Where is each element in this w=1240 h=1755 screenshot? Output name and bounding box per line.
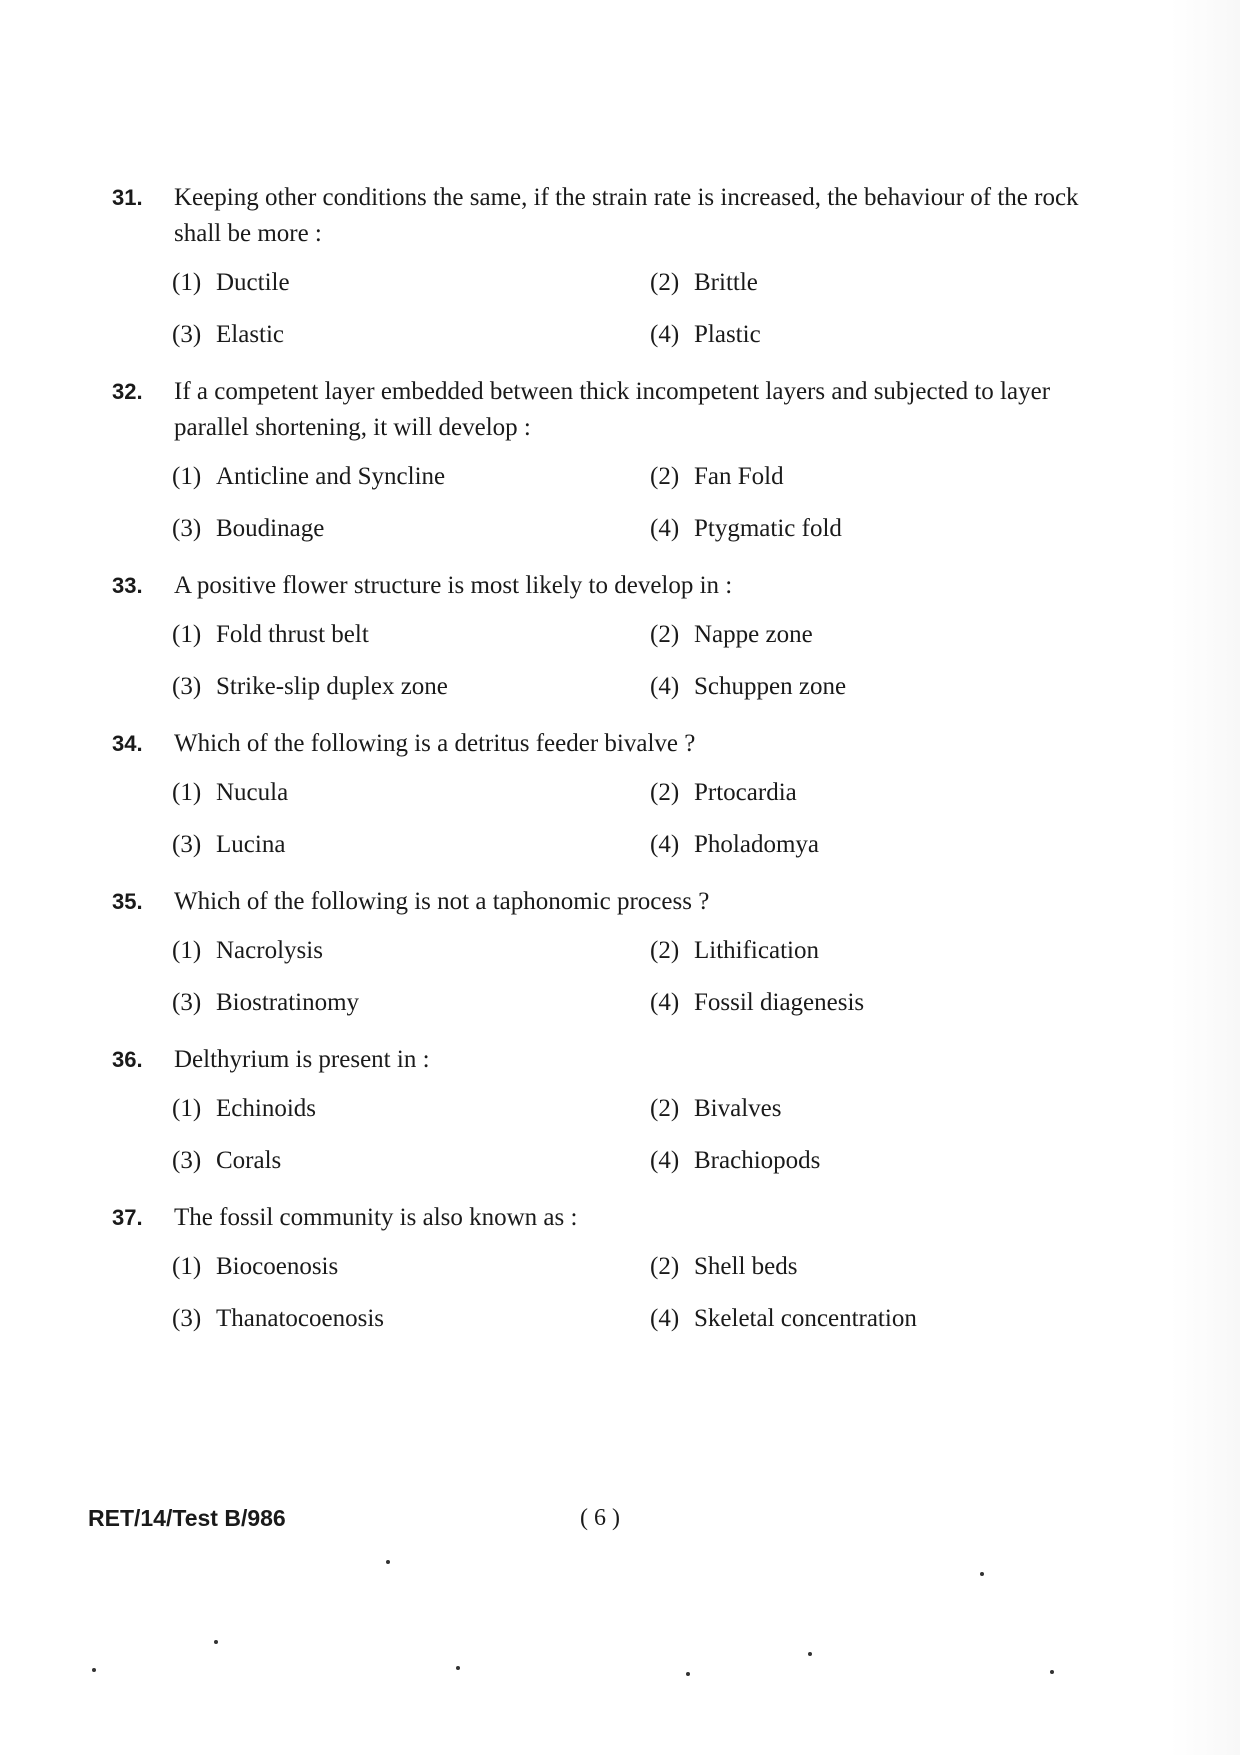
option-text: Biocoenosis (216, 1253, 339, 1280)
option-text: Ptygmatic fold (694, 515, 842, 542)
option-1 (172, 1250, 650, 1284)
option-grid (172, 460, 1130, 546)
option-number: (3) (172, 989, 202, 1016)
option-number: (4) (650, 831, 680, 858)
option-number: (2) (650, 621, 680, 648)
option-text: Fan Fold (694, 463, 784, 490)
question-number: 36. (112, 1047, 143, 1072)
option-4 (650, 1144, 1070, 1178)
scan-speck (980, 1572, 984, 1576)
option-text: Thanatocoenosis (216, 1305, 385, 1332)
option-text: Brachiopods (694, 1147, 821, 1174)
option-number: (4) (650, 1305, 680, 1332)
option-number: (2) (650, 779, 680, 806)
question-36 (110, 1042, 1130, 1178)
scan-speck (386, 1560, 390, 1564)
scan-speck (214, 1640, 218, 1644)
option-3 (172, 986, 650, 1020)
option-text: Lucina (216, 831, 286, 858)
option-text: Biostratinomy (216, 989, 360, 1016)
option-text: Skeletal concentration (694, 1305, 917, 1332)
question-number: 31. (112, 185, 143, 210)
option-4 (650, 1302, 1070, 1336)
option-number: (2) (650, 1095, 680, 1122)
option-number: (1) (172, 269, 202, 296)
option-text: Anticline and Syncline (216, 463, 446, 490)
option-grid (172, 934, 1130, 1020)
scan-edge-shadow (1170, 0, 1240, 1755)
option-text: Corals (216, 1147, 282, 1174)
question-text: The fossil community is also known as : (174, 1204, 578, 1231)
option-number: (4) (650, 989, 680, 1016)
page-footer (88, 1500, 1148, 1540)
option-4 (650, 670, 1070, 704)
option-text: Elastic (216, 321, 285, 348)
option-number: (4) (650, 1147, 680, 1174)
option-4 (650, 512, 1070, 546)
option-number: (3) (172, 673, 202, 700)
option-text: Bivalves (694, 1095, 782, 1122)
option-1 (172, 618, 650, 652)
question-number: 33. (112, 573, 143, 598)
option-2 (650, 1092, 1070, 1126)
question-text: Which of the following is a detritus feeder bivalve ? (174, 730, 696, 757)
question-number: 32. (112, 379, 143, 404)
option-text: Pholadomya (694, 831, 819, 858)
option-2 (650, 266, 1070, 300)
question-34 (110, 726, 1130, 862)
option-text: Brittle (694, 269, 758, 296)
question-text: A positive flower structure is most likely to develop in : (174, 572, 733, 599)
option-2 (650, 934, 1070, 968)
option-2 (650, 618, 1070, 652)
option-text: Ductile (216, 269, 290, 296)
question-number: 35. (112, 889, 143, 914)
question-header (110, 1042, 1130, 1078)
option-2 (650, 776, 1070, 810)
option-number: (1) (172, 779, 202, 806)
option-number: (3) (172, 321, 202, 348)
question-header (110, 568, 1130, 604)
question-31 (110, 180, 1130, 352)
scan-speck (92, 1668, 96, 1672)
option-text: Echinoids (216, 1095, 316, 1122)
option-text: Strike-slip duplex zone (216, 673, 448, 700)
option-text: Boudinage (216, 515, 325, 542)
question-list (110, 180, 1130, 1358)
question-header (110, 1200, 1130, 1236)
option-number: (1) (172, 1095, 202, 1122)
option-number: (4) (650, 515, 680, 542)
question-number: 37. (112, 1205, 143, 1230)
question-32 (110, 374, 1130, 546)
option-number: (2) (650, 269, 680, 296)
option-number: (3) (172, 515, 202, 542)
scan-speck (456, 1666, 460, 1670)
option-number: (3) (172, 1147, 202, 1174)
question-37 (110, 1200, 1130, 1336)
option-number: (3) (172, 831, 202, 858)
scan-speck (1050, 1670, 1054, 1674)
test-code: RET/14/Test B/986 (88, 1505, 286, 1531)
option-text: Fossil diagenesis (694, 989, 865, 1016)
option-text: Schuppen zone (694, 673, 847, 700)
option-number: (4) (650, 321, 680, 348)
scan-speck (808, 1652, 812, 1656)
question-number: 34. (112, 731, 143, 756)
option-4 (650, 986, 1070, 1020)
question-text: Which of the following is not a taphonomic process ? (174, 888, 710, 915)
option-1 (172, 934, 650, 968)
option-text: Prtocardia (694, 779, 797, 806)
question-header (110, 374, 1130, 446)
option-3 (172, 828, 650, 862)
question-text: If a competent layer embedded between thick incompetent layers and subjected to layer parallel shortening, it will develop : (174, 378, 1051, 441)
option-3 (172, 1144, 650, 1178)
option-number: (1) (172, 937, 202, 964)
option-4 (650, 828, 1070, 862)
option-grid (172, 266, 1130, 352)
option-text: Fold thrust belt (216, 621, 369, 648)
option-4 (650, 318, 1070, 352)
question-header (110, 726, 1130, 762)
option-grid (172, 776, 1130, 862)
question-35 (110, 884, 1130, 1020)
option-3 (172, 670, 650, 704)
option-grid (172, 1092, 1130, 1178)
option-number: (1) (172, 621, 202, 648)
option-text: Nappe zone (694, 621, 813, 648)
option-1 (172, 460, 650, 494)
option-2 (650, 1250, 1070, 1284)
option-number: (2) (650, 463, 680, 490)
option-text: Nucula (216, 779, 289, 806)
option-text: Plastic (694, 321, 761, 348)
option-number: (1) (172, 1253, 202, 1280)
question-header (110, 884, 1130, 920)
scan-speck (686, 1672, 690, 1676)
option-text: Lithification (694, 937, 819, 964)
option-2 (650, 460, 1070, 494)
option-3 (172, 1302, 650, 1336)
option-number: (2) (650, 937, 680, 964)
option-grid (172, 618, 1130, 704)
question-text: Delthyrium is present in : (174, 1046, 430, 1073)
option-1 (172, 776, 650, 810)
question-header (110, 180, 1130, 252)
option-text: Nacrolysis (216, 937, 323, 964)
option-3 (172, 318, 650, 352)
option-number: (2) (650, 1253, 680, 1280)
option-text: Shell beds (694, 1253, 798, 1280)
question-text: Keeping other conditions the same, if the strain rate is increased, the behaviour of the rock shall be more : (174, 184, 1079, 247)
option-1 (172, 266, 650, 300)
option-3 (172, 512, 650, 546)
option-number: (1) (172, 463, 202, 490)
page-number: ( 6 ) (580, 1505, 620, 1531)
question-33 (110, 568, 1130, 704)
option-grid (172, 1250, 1130, 1336)
option-number: (3) (172, 1305, 202, 1332)
option-1 (172, 1092, 650, 1126)
option-number: (4) (650, 673, 680, 700)
